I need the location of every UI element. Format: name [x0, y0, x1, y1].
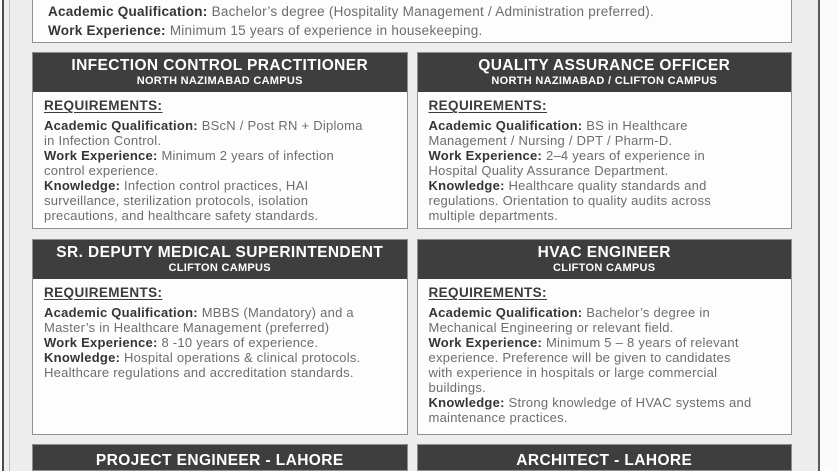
- requirement-label: Academic Qualification:: [44, 118, 198, 133]
- job-header: [33, 445, 407, 471]
- job-campus: NORTH NAZIMABAD CAMPUS: [136, 75, 303, 87]
- requirement-line: [44, 178, 369, 223]
- job-title: INFECTION CONTROL PRACTITIONER: [71, 57, 369, 74]
- job-requirements: [33, 92, 407, 228]
- requirement-label: Knowledge:: [428, 178, 505, 193]
- requirement-label: Work Experience:: [44, 335, 158, 350]
- job-header: [418, 240, 792, 279]
- job-header: [33, 240, 407, 279]
- requirement-line: [44, 118, 369, 148]
- requirement-line: [429, 395, 754, 425]
- requirement-label: Knowledge:: [428, 395, 505, 410]
- requirement-text: Infection control practices, HAI surveillance, sterilization protocols, isolation precautions, and healthcare safety standards.: [44, 178, 319, 223]
- job-card-infection-control-practitioner: [32, 52, 408, 229]
- requirement-line: [48, 2, 777, 21]
- requirement-label: Knowledge:: [44, 178, 121, 193]
- requirement-text: BScN / Post RN + Diploma in Infection Control.: [44, 118, 363, 148]
- job-title: QUALITY ASSURANCE OFFICER: [478, 57, 731, 74]
- requirement-text: MBBS (Mandatory) and a Master’s in Healthcare Management (preferred): [44, 305, 354, 335]
- job-requirements: [33, 279, 407, 434]
- job-card-quality-assurance-officer: [417, 52, 793, 229]
- job-card-hvac-engineer: [417, 239, 793, 435]
- requirement-text: Healthcare quality standards and regulations. Orientation to quality audits across multiple departments.: [428, 178, 712, 223]
- job-campus: CLIFTON CAMPUS: [168, 262, 271, 274]
- requirement-text: Hospital operations & clinical protocols. Healthcare regulations and accreditation standards.: [44, 350, 361, 380]
- requirement-label: Knowledge:: [44, 350, 121, 365]
- requirement-text: Bachelor’s degree (Hospitality Management / Administration preferred).: [211, 4, 655, 19]
- requirement-label: Academic Qualification:: [48, 4, 208, 19]
- job-card-architect-lahore: [417, 444, 793, 471]
- requirement-line: [44, 148, 369, 178]
- job-requirements: [418, 92, 792, 228]
- job-card-project-engineer-lahore: [32, 444, 408, 471]
- requirements-heading: REQUIREMENTS:: [428, 98, 547, 113]
- job-title: SR. DEPUTY MEDICAL SUPERINTENDENT: [56, 244, 384, 261]
- job-campus: NORTH NAZIMABAD / CLIFTON CAMPUS: [491, 75, 718, 87]
- requirement-text: Minimum 5 – 8 years of relevant experience. Preference will be given to candidates with experience in hospitals or large commercial buildings.: [428, 335, 739, 395]
- job-title: HVAC ENGINEER: [537, 244, 671, 261]
- job-requirements: [418, 279, 792, 434]
- requirement-text: BS in Healthcare Management / Nursing / DPT / Pharm-D.: [428, 118, 688, 148]
- requirement-line: [429, 335, 754, 395]
- job-row-1: [32, 52, 792, 229]
- requirement-line: [429, 148, 754, 178]
- requirement-text: Bachelor’s degree in Mechanical Engineering or relevant field.: [428, 305, 710, 335]
- job-header: [418, 53, 792, 92]
- job-header: [418, 445, 792, 471]
- requirement-label: Academic Qualification:: [428, 305, 583, 320]
- requirements-heading: REQUIREMENTS:: [44, 98, 163, 113]
- job-row-2: [32, 239, 792, 435]
- requirement-line: [44, 305, 369, 335]
- requirement-label: Work Experience:: [428, 148, 543, 163]
- requirement-label: Academic Qualification:: [428, 118, 583, 133]
- requirements-heading: REQUIREMENTS:: [44, 285, 163, 300]
- job-title: PROJECT ENGINEER - LAHORE: [95, 452, 344, 469]
- requirement-line: [429, 178, 754, 223]
- housekeeping-requirements-box: [32, 0, 792, 43]
- requirement-text: Strong knowledge of HVAC systems and maintenance practices.: [428, 395, 752, 425]
- requirement-line: [429, 305, 754, 335]
- requirement-label: Work Experience:: [48, 23, 166, 38]
- requirement-text: 2–4 years of experience in Hospital Quality Assurance Department.: [428, 148, 705, 178]
- requirement-text: Minimum 2 years of infection control experience.: [44, 148, 334, 178]
- requirement-line: [48, 21, 777, 40]
- requirement-line: [44, 350, 369, 380]
- job-campus: CLIFTON CAMPUS: [553, 262, 656, 274]
- job-row-3: [32, 444, 792, 471]
- requirement-line: [44, 335, 369, 350]
- requirement-label: Work Experience:: [44, 148, 158, 163]
- requirement-label: Work Experience:: [428, 335, 543, 350]
- page-left-inner-border: [9, 0, 10, 471]
- requirement-line: [429, 118, 754, 148]
- requirements-heading: REQUIREMENTS:: [428, 285, 547, 300]
- requirement-text: Minimum 15 years of experience in housekeeping.: [169, 23, 483, 38]
- job-header: [33, 53, 407, 92]
- requirement-text: 8 -10 years of experience.: [161, 335, 319, 350]
- page-right-border: [818, 0, 820, 471]
- requirement-label: Academic Qualification:: [44, 305, 198, 320]
- page-left-outer-border: [2, 0, 4, 471]
- job-title: ARCHITECT - LAHORE: [516, 452, 693, 469]
- job-card-sr-deputy-medical-superintendent: [32, 239, 408, 435]
